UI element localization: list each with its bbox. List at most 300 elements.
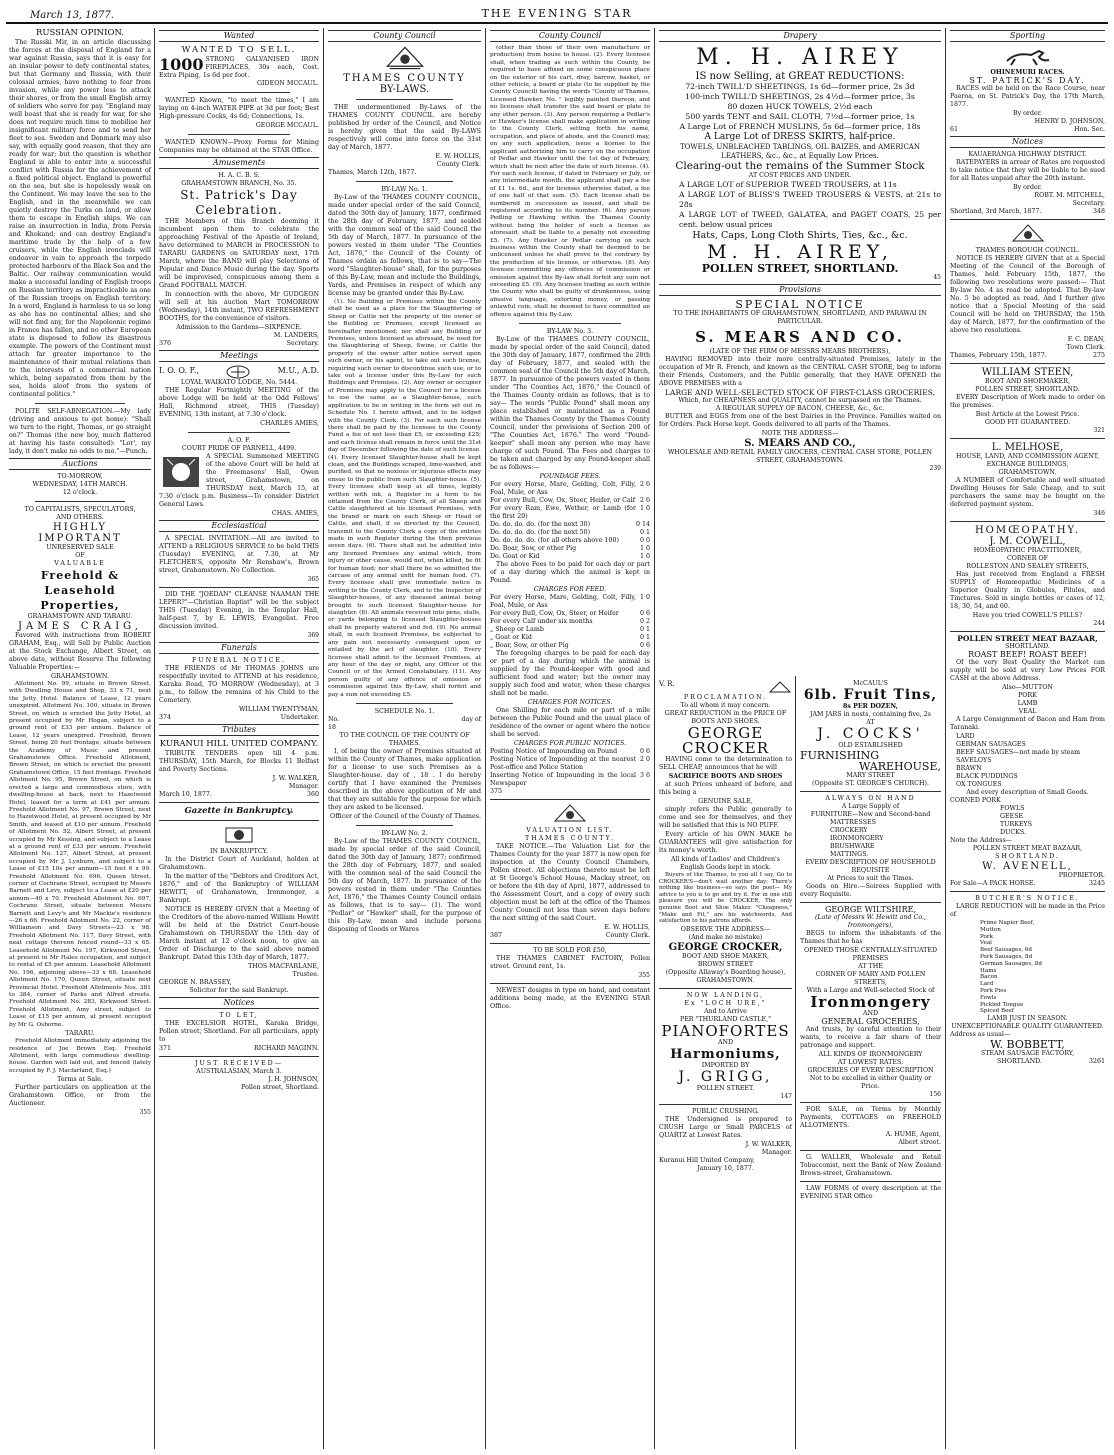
butchers-notice: BUTCHER'S NOTICE. [975, 895, 1080, 902]
fees-note: The above Fees to be paid for each day or part of a day during which the animal is kept in Pound. [490, 561, 650, 585]
list-item: Mutton [980, 926, 1001, 933]
thames-county-heading: THAMES COUNTY. [525, 835, 615, 843]
feed-heading: CHARGES FOR FEED. [533, 586, 607, 594]
auction-headline: Properties, [40, 599, 120, 612]
ad-number: 374 [159, 714, 172, 721]
ad-number: 321 [1093, 427, 1105, 434]
small-goods: And every description of Small Goods. [966, 789, 1089, 796]
dress-skirts: A Large Lot of DRESS SKIRTS, half-price. [704, 132, 896, 142]
auction-subhead: GRAHAMSTOWN. [50, 673, 110, 680]
bylaw-2-clauses: (other than those of their own manufacture or production) from house to house. (2). Every licensee shall, when trading as such within the County, be required to have affixed on some conspicuous place on the exterior of his cart, dray, barrow, basket, or other vehicle, a board or plate (to be supplied by the County Council) having the words "County of Thames, Licensed Hawker, No. " legibly painted thereon, and no licensee shall transfer the said board or plate to any other person. (3). Any person requiring a Pedlar's or Hawker's license shall make application in writing to the County Clerk, setting forth his name, occupation, and place of abode, and the Council may, on any such application, issue a license to the applicant authorizing him to carry on the occupation of Pedlar and Hawker until the 1st day of February, which shall be next after the date of such license. (4). For each such license, if dated in February or July, or any intermediate month, the applicant shall pay a fee of £1 1s. 6d., and for licenses otherwise dated, a fee of one half of that sum. (5). Each license shall be numbered in succession as issued, and shall be registered according to its number. (6). Any person Pedling or Hawking within the Thames County without being the holder of such a license as aforesaid, shall be liable to a penalty not exceeding £5. (7). Any Hawker or Pedlar carrying on such business within the County shall be deemed to be unlicensed unless he shall prove to the contrary by the production of his license, or otherwise. (8). Any licensee committing any offences of commission or omission against this By-law shall forfeit any sum not exceeding £5. (9). Any licensee trading as such within the County who shall be guilty of drunkenness, using abusive language, extorting money, or passing unlawful coin, shall be deemed to have committed an offence against this By-Law. [490, 45, 650, 318]
fee-row [490, 537, 650, 545]
ad-number: 355 [139, 1109, 151, 1117]
list-item: OX TONGUES [956, 781, 1002, 788]
fee-row [490, 610, 650, 618]
list-item: LARD [956, 733, 975, 740]
signature: J. W. WALKER, [745, 1140, 792, 1148]
application-form: I, of being the owner of Premises situated at within the County of Thames, make application for a license to use such Premises as a Slaughter-house. day of , 18 . I do hereby certify that I have examined the Premises described in the above application of Mr and that they are suitable for the purpose for which they are asked to be licensed. [328, 747, 481, 811]
mears-address: WHOLESALE AND RETAIL FAMILY GROCERS, CENTRAL CASH STORE, POLLEN STREET, GRAHAMSTOWN. [667, 449, 933, 464]
column-5-drapery [656, 28, 944, 678]
column-3 [325, 28, 484, 1449]
list-item: Spiced Beef [980, 1008, 1014, 1015]
list-item: Pickled Tongue [980, 1001, 1024, 1008]
signature-title: Secretary. [1072, 200, 1105, 207]
form-field: 18 [328, 723, 337, 731]
fee-item: Do. do. do. do. (for the next 30) [490, 521, 591, 529]
crocker-body: at such Prices unheard of before, and this being a [659, 781, 792, 796]
signature: F. C. DEAN, [1067, 336, 1105, 343]
signature: GEORGE MCCAUL. [255, 122, 319, 129]
section-county-council-2: County Council [490, 30, 650, 42]
mears-late: (LATE OF THE FIRM OF MESSRS MEARS BROTHERS), [709, 348, 891, 355]
list-item: DUCKS. [1000, 829, 1026, 836]
newspaper-title: THE EVENING STAR [481, 7, 633, 20]
fee-value: 3 6 [639, 772, 650, 780]
auction-headline: Freehold & Leasehold [40, 569, 120, 597]
note-address: Note the Address— [950, 837, 1012, 844]
st-patricks-heading: St. Patrick's Day Celebration. [180, 188, 298, 217]
imported-by: IMPORTED BY [701, 1061, 750, 1069]
lodge-name: LOYAL WAIKATO LODGE, No. 5444. [180, 379, 298, 386]
signature-title: Manager. [761, 1148, 792, 1156]
crocker-opposite: (Opposite Allaway's Boarding house), [665, 968, 786, 976]
butchers-body: LARGE REDUCTION will be made in the Price of [950, 903, 1105, 918]
special-notice-to: TO THE INHABITANTS OF GRAHAMSTOWN, SHORTLAND, AND PARAWAI IN PARTICULAR. [673, 310, 927, 325]
fee-row [490, 521, 650, 529]
admission: Admission to the Gardens—SIXPENCE. [176, 324, 302, 331]
list-item: FOWLS [1000, 805, 1025, 812]
fee-value: 0 2 [639, 618, 650, 626]
section-provisions: Provisions [659, 284, 941, 296]
mears-butter: BUTTER and EGGS from one of the best Dairies in the Province. Families waited on for Orders. Pack Horse kept. Goods delivered to all parts of the Thames. [659, 413, 941, 428]
mears-supply: A REGULAR SUPPLY OF BACON, CHEESE, &c., &c. [715, 405, 885, 412]
fee-value: 1 0 [639, 594, 650, 602]
schedule-heading: SCHEDULE No. 1. [374, 707, 435, 715]
bylaw-heading: BY-LAW No. 3. [546, 328, 594, 336]
mears-cheapness: Which, for CHEAPNESS and QUALITY, cannot be surpassed on the Thames. [678, 397, 922, 404]
list-item: Pork Pies [980, 987, 1007, 994]
bylaws-heading: BY-LAWS. [379, 84, 430, 95]
observe-address: OBSERVE THE ADDRESS— [680, 925, 771, 933]
address-usual: Address as usual— [950, 1031, 1011, 1039]
public-crushing: PUBLIC CRUSHING. [691, 1107, 760, 1115]
grigg-street: POLLEN STREET. [696, 1084, 755, 1092]
mears-name: S. MEARS AND CO. [695, 328, 905, 346]
list-item: MATTRESSES [830, 819, 876, 826]
list-item: Pork [980, 933, 993, 940]
corned-pork: CORNED PORK [950, 797, 1001, 804]
crushing-body: THE Undersigned is prepared to CRUSH Large or Small PARCELS of QUARTZ at Lowest Rates. [659, 1115, 792, 1139]
auctioneer-name: JAMES CRAIG, [18, 621, 142, 632]
fee-item: For every Calf under six months [490, 618, 593, 626]
society-name: H. A. C. B. S. [218, 172, 260, 179]
further-particulars: Further particulars on application at the Grahamstown Office, or from the Auctioneer. [9, 1084, 151, 1108]
borough-council: THAMES BOROUGH COUNCIL. [975, 247, 1080, 254]
ad-number: 156 [929, 1091, 941, 1098]
signature-title: County Clerk. [605, 932, 650, 940]
poundage-fees-table [490, 481, 650, 561]
fee-row [490, 634, 650, 642]
all-kinds: ALL KINDS OF IRONMONGERY [818, 1051, 923, 1058]
shortland: SHORTLAND. [997, 1058, 1042, 1066]
waller-tobacconist: G. WALLER, Wholesale and Retail Tobacconist, next the Bank of New Zealand Brown-street, Grahamstown. [800, 1154, 941, 1177]
signature-title: Town Clerk. [1066, 344, 1105, 351]
list-item: PORK [1018, 692, 1037, 699]
list-item: 80 dozen HUCK TOWELS, 2½d each [727, 102, 873, 111]
wanted-text: WANTED KNOWN—Proxy Forms for Mining Companies may be obtained at the STAR Office. [159, 139, 319, 154]
also-mutton: Also—MUTTON [1002, 684, 1053, 691]
auction-line: WEDNESDAY, 14TH MARCH. [32, 481, 128, 488]
steen-body: EVERY Description of Work made to order on the premises. [950, 394, 1105, 409]
crocker-body: simply refers the Public generally to come and see for themselves, and they will be satisfied that this is NO PUFF. [659, 806, 792, 829]
avenell-name: W. AVENELL, [982, 861, 1073, 872]
column-6-lower [797, 680, 944, 1449]
list-item: GEESE [1000, 813, 1024, 820]
steen-name: WILLIAM STEEN, [981, 367, 1074, 378]
wiltshire-opened: OPENED THOSE CENTRALLY-SITUATED PREMISES [803, 947, 938, 962]
section-notices-7: Notices [950, 136, 1105, 148]
fees-heading: POUNDAGE FEES. [539, 473, 601, 481]
signature: E. W. HOLLIS, [604, 924, 650, 932]
ad-number: 346 [1093, 510, 1105, 517]
for-sale-body: THE THAMES CABINET FACTORY, Pollen street. Ground rent, 1s. [490, 955, 650, 971]
fee-row [490, 748, 650, 756]
auction-line: VALUABLE [54, 560, 106, 567]
section-ecclesiastical: Ecclesiastical [159, 520, 319, 532]
list-item: 72-inch TWILL'D SHEETINGS, 1s 6d—former price, 2s 3d [685, 82, 915, 91]
signature: E. W. HOLLIS, [435, 153, 481, 160]
stock-list [800, 819, 941, 859]
signature: RICHARD MAGINN. [253, 1045, 319, 1052]
fee-item: Posting Notice of Impounding on Pound [490, 748, 618, 756]
list-item: Veal [980, 940, 992, 947]
races-body: RACES will be held on the Race Course, near Paeroa, on St. Patrick's Day, the 17th March, 1877. [950, 85, 1105, 108]
signature: CHAS. AMIES, [271, 510, 319, 517]
signature: WILLIAM TWENTYMAN, [238, 706, 319, 713]
ad-number: 387 [490, 932, 503, 940]
cowell-body: Has just received from England a FRESH SUPPLY of Homœopathic Medicines of a Superior Quality in Globules, Pilules, and Tinctures. Sold in single bottles or cases of 12, 18, 30, 54, and 60. [950, 571, 1105, 610]
steen-trade: BOOT AND SHOEMAKER, [985, 378, 1070, 385]
cocks-name: J. COCKS' [817, 726, 924, 742]
roast-body: Of the very Best Quality the Market can supply will be sold at very Low Prices FOR CASH at the above Address. [950, 659, 1105, 682]
melhose-trade: HOUSE, LAND, AND COMMISSION AGENT, [955, 453, 1100, 460]
wiltshire-body: BEGS to inform the inhabitants of the Thames that he has [800, 930, 941, 945]
signature: J. H. JOHNSON, [268, 1076, 319, 1083]
to-let-body: THE EXCELSIOR HOTEL, Karaka Bridge, Pollen street, Shortland. For all particulars, apply to [159, 1020, 319, 1043]
large-supply: A Large Supply of [841, 803, 900, 810]
column-5-lower [656, 680, 795, 1449]
wiltshire-with: With a Large and Well-selected Stock of [806, 987, 935, 994]
funeral-body: THE FRIENDS of Mr THOMAS JOHNS are respectfully invited to ATTEND at his residence, Karaka Road, TO MORROW (Wednesday), at 3 p.m., to follow the remains of his Child to the Cemetery. [159, 665, 319, 704]
cowell-name: J. M. COWELL, [989, 536, 1066, 547]
signature: CHARLES AMIES, [260, 420, 319, 427]
fee-item: Posting Notice of Impounding at the nearest Post-office and Police Station [490, 756, 636, 772]
special-notice-heading: SPECIAL NOTICE [735, 298, 865, 311]
bylaw-heading: BY-LAW No. 2. [381, 829, 428, 837]
ad-number: 147 [780, 1092, 792, 1100]
grigg-name: J. GRIGG, [678, 1068, 773, 1085]
proprietor: PROPRIETOR. [1058, 872, 1105, 879]
fee-item: For every Horse, Mare, Gelding, Colt, Filly, Foal, Mule, or Ass [490, 481, 636, 497]
signature-title: County Clerk. [436, 161, 481, 168]
fee-value: 2 6 [639, 481, 650, 489]
by-order: By order. [1012, 184, 1043, 191]
auction-headline: HIGHLY IMPORTANT [38, 522, 122, 544]
highway-district: KAUAERANGA HIGHWAY DISTRICT. [968, 151, 1087, 158]
ad-number: 369 [307, 632, 319, 639]
lowest-rates: AT LOWEST RATES. [837, 1059, 904, 1066]
section-tributes: Tributes [159, 724, 319, 736]
list-item: MATTINGS. [830, 851, 869, 858]
wiltshire-late: (Late of Messrs W. Hewitt and Co., Ironmongers), [814, 914, 927, 929]
auction-body: Favored with instructions from ROBERT GRAHAM, Esq., will Sell by Public Auction at the Stock Exchange, Albert Street, on above date, without Reserve The following Valuable Properties:— [9, 632, 151, 671]
bylaw-1-clauses: (1). No Building or Premises within the County shall be used as a place for the Slaughtering of Sheep or Cattle not the property of the owner of the Building or Premises, except licensed as hereinafter mentioned; nor shall any Building or Premises, unless licensed as aforesaid, be used for the Slaughtering of Sheep, Swine, or Cattle the property of the owner after notice served upon such owner, or his agent, to take out such license, requiring such owner to discontinue such use, or to take out a license under this By-Law for such Buildings and Premises. (2). Any owner or occupier of Premises may apply to the Council for a license to use the same as a Slaughter-house, such application to be in writing in the form set out in Schedule No. 1 hereto affixed, and to be lodged with the County Clerk. (3). For each such license there shall be paid by the licensee to the County Fund a fee of not less than £5, or exceeding £25; and each license shall remain in force until the 31st day of December following the date of such license. (4). Every licensed Slaughter-house shall be kept clean, and the Buildings scraped, lime-washed, and purified, so that no noxious or injurious effects may ensue to the public from such Slaughter-house. (5). Every licensee shall keep at all times, legibly written with ink, a Register in a form to be obtained from the County Clerk, of all Sheep and Cattle slaughtered at his licensed Premises, with the brand or mark on each Sheep or Head of Cattle, and shall, if so directed by the Council, transmit to the County Clerk a copy of the entries made in such Register during the then previous seven days. (6). There shall not be admitted into any licensed Premises any animal which, from injury or other cause, would not, when killed, be fit for human food; nor shall there be so admitted the carcase of any animal unfit for human food. (7). Every licensee shall give immediate notice in writing to the County Clerk, and to the Inspector of Slaughter-houses, of any diseased animal being brought to such licensed Slaughter-house for slaughter. (8). All animals received into pens, stalls, or yards belonging to licensed Slaughter-houses shall be properly watered and fed. (9). No animal shall, in such licensed Premises, be subjected to any pain not necessarily consequent upon or entailed by the act of slaughter. (10). Every licensee shall admit to the licensed Premises, at any hour of the day or night, any Officer of the Council or of the Armed Constabulary. (11). Any person guilty of any offence of omission or commission against this By-Law, shall forfeit and pay a sum not exceeding £5. [328, 299, 481, 698]
mears-name: S. MEARS AND CO., [744, 438, 856, 449]
terms: Terms at Sale. [57, 1076, 103, 1084]
list-item: Hams [980, 967, 997, 974]
list-item: VEAL [1018, 708, 1037, 715]
bylaws-intro: THE undermentioned By-Laws of the THAMES COUNTY COUNCIL are hereby published by order of the Council, and Notice is hereby given that the said By-LAWS respectively will come into force on the 31st day of March, 1877. [328, 104, 481, 151]
shortland: SHORTLAND. [1005, 643, 1050, 650]
county-crest-icon [385, 45, 425, 71]
list-item: SAVELOYS [956, 757, 992, 764]
russian-opinion-body: The Russki Mir, in an article discussing the forces at the disposal of England for a war against Russia, says that it is easy for an insular power to defy continental states, but that Germany and Russia, with their colossal armies, have nothing to fear from invasion, while any power less to attack their shores, or from the small English army of soldiers who serve for pay. "England may well boast that she is ready for war, for she does not require much time to mobilise her insignificant military force and to send her fleet to sea. Sweden and Denmark may also say, with equally good reason, that they are ready for war; but the question is whether England is able to enter into a successful conflict with Russia for the achievement of a fixed political object. England is powerful on the sea, but she is hopelessly weak on the Continent. We may leave the sea to the English, and in the meanwhile we can quietly destroy the Turks on land, or allow them to escape in English ships. We can raise an insurrection in India, from Persia and Khokand; and can destroy England's maritime trade by the help of a few cruisers, while the English ironclads will endeavor in vain to approach the torpedo protected harbours of the Black Sea and the Baltic. Our railway communication would make a successful landing of English troops on Russian territory as impracticable as one of the Russian troops on English territory. In a word, England is harmless to us so long as she has no continental allies; and she will not find any, for the Napoleonic regime in France has fallen, and no other European state is disposed to follow its disastrous example. The powers of the Continent must attach far greater importance to the maintenance of their mutual relations than to the interests of a commercial nation which, being separated from them by the sea, holds aloof from the system of continental politics." [9, 39, 151, 398]
groceries: GROCERIES OF EVERY DESCRIPTION [807, 1067, 934, 1074]
section-notices: Notices [159, 997, 319, 1009]
ad-number: 365 [307, 576, 319, 583]
fee-value: 0 1 [639, 626, 650, 634]
address: Albert street. [898, 1139, 941, 1146]
note-address: NOTE THE ADDRESS— [761, 430, 839, 437]
royal-arms-icon [222, 824, 256, 846]
list-item: Beef Sausages, 6d [980, 947, 1033, 954]
genuine-sale: GENUINE SALE, [698, 798, 753, 805]
branch-name: GRAHAMSTOWN BRANCH, No. 35. [181, 180, 297, 187]
auction-line: UNRESERVED SALE [46, 544, 114, 551]
signature-title: Trustee. [292, 971, 319, 978]
crocker-town: GRAHAMSTOWN. [696, 976, 755, 984]
sausages-list [950, 733, 1105, 789]
section-county-council: County Council [328, 30, 481, 42]
at-word: AT [866, 719, 875, 726]
bobbett-name: W. BOBBETT, [990, 1038, 1065, 1052]
auction-lots: Allotment No. 99, situate in Brown Street, with Dwelling House and Shop, 33 x 71, next the Jetty Hotel. Balance of Lease, 12 years unexpired. Allotment No. 100, situate in Brown Street, on which is erected the Jetty Hotel, at present occupied by Mr Hogan, subject to a ground rent of £33 per annum. Balance of Lease, 12 years unexpired. Freehold, Brown Street, being 20 feet frontage, situate between the Academy of Music and present Grahamstown Office. Freehold Allotment, Brown Street, on which is erected the present Grahamstown Office, 15 feet frontage. Freehold Allotment No. 95, Brown Street, on which is erected a large and commodious store, with dwelling-house at back, next to Hazelwood Hotel, leased for a term at £41 per annum. Freehold Allotment No. 97, Brown Street, next to Hazelwood Hotel, at present occupied by Mr Smith, and leased at £10 per annum. Freehold of Allotment No. 52, Albert Street, at present occupied by Mr Kessing, and subject to a Lease at a ground rent of £33 per annum. Freehold Allotment No. 127, Albert Street, at present occupied by Mr J. Lynburn, and subject to a Lease of £15 10s per annum—15 feet 6 x 99. Freehold Allotment No. 696, Queen Street, corner of Cochrane Street, occupied by Messrs Barnett and Levy, subject to a Lease at £20 per annum—40 x 70. Freehold Allotment No. 697, Cochrane Street, situate between Messrs Barnett and Levy's and Mr Mackie's residence—26 x 66. Freehold Allotment No. 22, corner of Williamson and Davy Streets—23 x 98. Freehold Allotment No. 117, Davy Street, with neat cottage thereon fenced round—33 x 65. Leasehold Allotment No. 197, Kirkwood Street, at present in Mr Hales occupation, and subject to rental of £5 per annum. Leasehold Allotment No. 196, adjoining above—33 x 68. Leasehold Allotment No. 170, Queen Street, situate next Provincial Hotel. Freehold Allotments Nos. 381 to 384, corner of Parks and Alfred streets. Freehold Allotment No. 283, Kirkwood Street. Freehold Allotment, Amy street, subject to Lease of £15 per annum, at present occupied by Mr G. Osborne. [9, 681, 151, 1028]
signature-title: Hon. Sec. [1074, 126, 1105, 133]
county-crest-icon [553, 803, 587, 825]
airey-address: POLLEN STREET, SHORTLAND. [701, 262, 899, 275]
towels-line: TOWELS, UNBLEACHED TABLINGS, OIL BAIZES, and AMERICAN LEATHERS, &c., &c., at Equally Low Prices. [680, 143, 920, 160]
great-reduction: GREAT REDUCTION in the PRICE OF BOOTS AND SHOES. [664, 710, 787, 725]
fee-value: 1 0 [639, 553, 650, 561]
column-2 [156, 28, 322, 1449]
valuation-body: TAKE NOTICE.—The Valuation List for the Thames County for the year 1877 is now open for inspection at the County Council Chambers, Pollen street. All objections thereto must be left at St George's School House, Mackay street, on or before the 4th day of April, 1877, addressed to the Assessment Court, and a copy of every such objection must be left at the office of the Thames County Council not less than seven days before the next sitting of the said Court. [490, 843, 650, 923]
ad-number: 375 [490, 788, 503, 796]
fee-row [490, 529, 650, 537]
bylaw-heading: BY-LAW No. 1. [381, 186, 428, 193]
fee-row [490, 772, 650, 788]
ad-number: 355 [638, 972, 650, 980]
ad-number: 376 [159, 340, 172, 347]
st-patricks-day: ST. PATRICK'S DAY. [969, 76, 1086, 85]
solicitor-title: Solicitor for the said Bankrupt. [189, 987, 289, 994]
issue-date: March 13, 1877. [30, 10, 114, 21]
funeral-heading: FUNERAL NOTICE. [191, 657, 287, 664]
fee-row [490, 642, 650, 650]
feed-note: The foregoing charges to be paid for each day or part of a day during which the animal is supplied by the Pound-keeper with good and sufficient food and water; but the owner may supply such food and water, when these charges shall not be made. [490, 650, 650, 698]
tribute-body: TRIBUTE TENDERS open till 4 p.m. THURSDAY, 15th March, for Blocks 11 Belfast and Poverty Sections. [159, 750, 319, 773]
general-groceries: GENERAL GROCERIES, [821, 1017, 920, 1026]
bylaw-2-body: By-Law of the THAMES COUNTY COUNCIL, made by special order of the said Council, dated the 30th day of January, 1877; confirmed the 28th day of February, 1877, and sealed with the common seal of the said Council the 5th day of March, 1877. In pursuance of the powers vested in them under "The Counties Act, 1876," the Thames County Council ordain as follows, that is to say— (1). The word "Pedlar" or "Hawker" shall, for the purpose of this By-Law, mean and include persons disposing of Goods or Wares [328, 837, 481, 933]
list-item: A LARGE LOT of TWEED, GALATEA, and PAGET COATS, 25 per cent. below usual prices [679, 210, 941, 229]
melhose-town: GRAHAMSTOWN. [998, 469, 1057, 476]
fee-value: 0 14 [635, 521, 650, 529]
list-item: German Sausages, 8d [980, 960, 1042, 967]
fee-row [490, 618, 650, 626]
court-body: A SPECIAL Summoned MEETING of the above Court will be held at the Freemasons' Hall, Owen street, Grahamstown, on THURSDAY next, March 15, at 7.30 o'clock p.m. Business—To consider District General Laws. [159, 453, 319, 508]
company-name: KURANUI HILL UNITED COMPANY. [159, 739, 319, 749]
fee-value: 0 6 [639, 748, 650, 756]
fee-row [490, 545, 650, 553]
signature: HENRY D. JOHNSON, [1034, 118, 1105, 125]
section-funerals: Funerals [159, 642, 319, 654]
list-item: A LARGE LOT of BLISS'S TWEED TROUSERS & VESTS, at 21s to 28s [679, 190, 941, 209]
steam-factory: STEAM SAUSAGE FACTORY, [980, 1050, 1075, 1058]
mary-street: MARY STREET [846, 772, 895, 779]
birds-list [950, 805, 1105, 837]
crocker-body: Every article of his OWN MAKE he GUARANTEES will give satisfaction for its money's worth. [659, 831, 792, 854]
wiltshire-trust: And trusts, by careful attention to their wants, to receive a fair share of their patronage and support. [800, 1026, 941, 1049]
crocker-verse: Buyers of the Thames, to you all I say, Go to CROCKER'S—don't wait another day; There's nothing like business—so says the poet— My advice to you is to go and try it. For in one still pleasure you will be CROCKER, The only genuine Boot and Shoe Maker. "Cheapness," "Make and Fit," are his watchwords, And satisfaction to his patrons affords. [659, 872, 792, 925]
lodge-emblem-icon [225, 365, 251, 379]
auction-line: AND OTHERS. [56, 514, 104, 521]
fee-item: Do. Boar, Sow, or other Pig [490, 545, 577, 553]
to-whom: To all whom it may concern. [680, 702, 771, 709]
per-dozen: 8s PER DOZEN, [843, 703, 898, 710]
corner-of: CORNER OF [1006, 555, 1049, 562]
furniture: FURNITURE—New and Second-hand [810, 811, 931, 818]
fruit-tins: 6lb. Fruit Tins, [803, 687, 938, 703]
form-address: TO THE COUNCIL OF THE COUNTY OF THAMES. [339, 731, 470, 747]
cowell-pills: Have you tried COWELL'S PILLS? [972, 612, 1083, 619]
list-item: IRONMONGERY [830, 835, 884, 842]
signature: THOS MACFARLANE, [248, 963, 319, 970]
fee-value: 0 6 [639, 610, 650, 618]
bylaw-3-body: By-Law of the THAMES COUNTY COUNCIL, made by special order of the said Council, dated the 30th day of January, 1877, confirmed the 28th day of February, 1877, and sealed with the common seal of the Council the 5th day of March, 1877. In pursuance of the powers vested in them under "The Counties Act, 1876," the Council of the Thames County ordain as follows, that is to say— The words "Public Pound" shall mean any place established or maintained as a Pound within the Thames County by the Thames County Council, under the provisions of Section 200 of "The Counties Act, 1876." The word "Pound-keeper" shall mean any person who may have charge of such Pound. The Fees and charges to be taken and charged by any Pound-keeper shall be as follows:— [490, 336, 650, 472]
steen-address: POLLEN STREET, SHORTLAND. [975, 386, 1080, 393]
melhose-building: EXCHANGE BUILDINGS, [986, 461, 1069, 468]
section-meetings: Meetings [159, 350, 319, 362]
airey-name: M. H. AIREY [696, 45, 904, 70]
bylaw-1-body: By-Law of the THAMES COUNTY COUNCIL, made under special order of the said Council, dated the 30th day of January, 1877, confirmed the 28th day of February, 1877, and sealed with the common seal of the said Council the 5th day of March, 1877. In pursuance of the powers vested in them under "The Counties Act, 1876," the Council of the County of Thames ordain as follows, that is to say—The word "Slaughter-house" shall, for the purposes of this By-Law, mean and include the Buildings, Yards, and Premises in respect of which any license may be granted under this By-Law. [328, 194, 481, 297]
highway-body: RATEPAYERS in arrear of Rates are requested to take notice that they will be liable to be sued for all Rates unpaid after the 20th instant. [950, 159, 1105, 182]
section-amusements: Amusements [159, 157, 319, 169]
auction-tararu: Freehold Allotment immediately adjoining the residence of Joe Brown Esq. Freehold Allotment, with large commodious dwelling-house. Garden well laid out, and fenced (lately occupied by F. J. Macfarland, Esq.) [9, 1038, 151, 1074]
gazette-heading: Gazette in Bankruptcy. [184, 806, 294, 816]
notices-heading: CHARGES FOR NOTICES. [527, 699, 613, 707]
fee-row [490, 497, 650, 505]
auction-line: OF [75, 552, 85, 559]
date: Thames, March 12th, 1877. [328, 169, 417, 176]
list-item: BLACK PUDDINGS [956, 773, 1018, 780]
pack-horse: For Sale—A PACK HORSE. [950, 880, 1036, 887]
list-item: 100-inch TWILL'D SHEETINGS, 2s 4½d—former price, 3s [685, 92, 915, 101]
date: Thames, February 15th, 1877. [950, 352, 1047, 359]
auction-subhead: TARARU. [65, 1030, 95, 1038]
section-drapery: Drapery [659, 30, 941, 42]
fee-item: Do. Goat or Kid [490, 553, 540, 561]
not-excelled: Not to be excelled in either Quality or Price. [809, 1075, 932, 1090]
furnishing: FURNISHING [800, 749, 880, 762]
mu-label: M.U., A.D. [277, 366, 319, 375]
fee-value: 0 6 [639, 642, 650, 650]
fee-item: For every Bull, Cow, Ox, Steer, Heifer, or Calf [490, 497, 636, 505]
foresters-crest-icon [159, 453, 203, 491]
punch-anecdote: POLITE SELF-ABNEGATION.—My lady (driving and anxious to get home): "Shall we turn to the right, Thomas, or go straight on?" Thomas (the new boy, much flattered at having his taste consulted): "Lor', my lady, it don't make no odds to me."—Punch. [9, 408, 151, 455]
crocker-goods: All kinds of Ladies' and Children's English Goods kept in stock. [670, 856, 781, 871]
st-patricks-body: In connection with the above, Mr GUDGEON will sell at his auction Mart TOMORROW (Wednesday), 14th instant, TWO REFRESHMENT BOOTHS, for the convenience of visitors. [159, 291, 319, 322]
signature-title: Undertaker. [280, 714, 319, 721]
old-established: OLD ESTABLISHED [838, 742, 903, 749]
type-notice: NEWEST designs in type on hand, and constant additions being made, at the EVENING STAR Office. [490, 987, 650, 1011]
borough-body: NOTICE IS HEREBY GIVEN that at a Special Meeting of the Council of the Borough of Thames, held February 15th, 1877, the following two resolutions were passed:— That By-law No. 4 as read be adopted. That By-law No. 5 be adopted as read. And I further give notice that a Special Meeting of the said Council will be held on THURSDAY, the 15th day of March, 1877, for the confirmation of the above two resolutions. [950, 255, 1105, 334]
hats-line: Hats, Caps, Long Cloth Shirts, Ties, &c., &c. [692, 230, 908, 241]
cowell-trade: HOMEOPATHIC PRACTITIONER, [973, 547, 1082, 554]
cost-prices: AT COST PRICES AND UNDER. [748, 172, 852, 179]
crocker-street: BROWN STREET [697, 960, 754, 968]
and-word: AND [717, 1038, 734, 1046]
airey-items [659, 82, 941, 132]
form-field: No. [328, 715, 340, 723]
fee-item: „ Goat or Kid [490, 634, 532, 642]
list-item: LAMB [1017, 700, 1038, 707]
list-item: A Large Lot of FRENCH MUSLINS, 5s 6d—former price, 18s [679, 122, 921, 131]
crocker-trade: BOOT AND SHOE MAKER, [682, 952, 769, 960]
fee-item: For every Horse, Mare, Gelding, Colt, Filly, Foal, Mule, or Ass [490, 594, 636, 610]
masthead [6, 4, 1108, 24]
meats-list [950, 692, 1105, 716]
per-ship: PER "THURLAND CASTLE," [679, 1015, 772, 1023]
list-item: Prime Napier Beef, [980, 920, 1035, 926]
fee-value: 2 6 [639, 497, 650, 505]
religious-service-notice: A SPECIAL INVITATION.—All are invited to ATTEND a RELIGIOUS SERVICE to be held THIS (Tuesday) EVENING, at 7.30, at Mr FLETCHER'S, opposite Mr Renshaw's, Brown street, Grahamstown. No Collection. [159, 535, 319, 574]
russian-opinion-title: RUSSIAN OPINION. [35, 28, 125, 38]
cowell-streets: ROLLESTON AND SEALEY STREETS, [966, 563, 1089, 570]
fee-value: 0 1 [639, 529, 650, 537]
signature-title: Manager. [288, 783, 319, 790]
melhose-name: L. MELHOSE, [991, 442, 1064, 453]
cottages-for-sale: FOR SALE, on Terms by Monthly Payments, COTTAGES on FREEHOLD ALLOTMENTS. [800, 1106, 941, 1129]
fee-row [490, 505, 650, 521]
officer-line: Officer of the Council of the County of Thames. [330, 812, 481, 820]
signature: A. HUME, Agent, [885, 1131, 941, 1138]
ad-number: 61 [950, 126, 959, 133]
steen-fit: GOOD FIT GUARANTEED. [984, 419, 1071, 426]
sacrifice: SACRIFICE BOOTS AND SHOES [668, 773, 783, 780]
mears-body: HAVING REMOVED into their more centrally-situated Premises, lately in the occupation of Mr R. French, and known as the CENTRAL CASH STORE, beg to inform their Friends, Customers, and the Public generally, that they HAVE OPENED the ABOVE PREMISES with a [659, 356, 941, 387]
meat-bazaar: POLLEN STREET MEAT BAZAAR, [972, 845, 1083, 852]
auction-line: TO CAPITALISTS, SPECULATORS, [24, 506, 136, 513]
mccaul: McCAUL'S [853, 680, 888, 687]
for-sale-heading: TO BE SOLD FOR £50, [533, 947, 607, 955]
wanted-text: STRONG GALVANISED IRON FIREPLACES, 30s each, Cost. Extra Piping, 1s 6d per foot. [159, 56, 319, 79]
always-on-hand: ALWAYS ON HAND [825, 795, 916, 802]
opposite-church: (Opposite ST. GEORGE'S CHURCH). [812, 780, 929, 787]
lamb-season: LAMB JUST IN SEASON. [987, 1015, 1068, 1023]
company-line: Kuranui Hill United Company, [659, 1156, 755, 1164]
warehouse: WAREHOUSE, [859, 760, 941, 773]
valuation-heading: VALUATION LIST. [526, 827, 614, 835]
just-received-heading: JUST RECEIVED— [194, 1060, 284, 1067]
